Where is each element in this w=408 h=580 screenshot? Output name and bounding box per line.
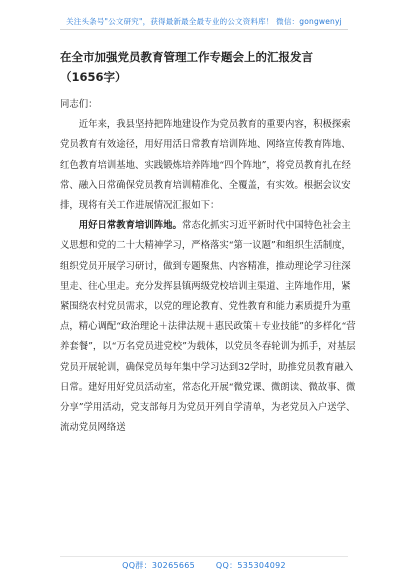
header-watermark-note: 关注头条号"公文研究"，获得最新最全最专业的公文资料库！ 微信：gongwenyj <box>66 17 342 26</box>
header-divider <box>60 29 348 30</box>
intro-paragraph: 近年来，我县坚持把阵地建设作为党员教育的重要内容，积极探索党员教育有效途径，用好用活日常教育培训阵地、网络宣传教育阵地、红色教育培训基地、实践锻炼培养阵地“四个阵地”，将党员教育扎在经常、融入日常确保党员教育培训精准化、全覆盖，有实效。根据会议安排，现将有关工作进展情况汇报如下： <box>60 119 351 212</box>
footer-divider <box>60 556 348 557</box>
section-lead-heading: 用好日常教育培训阵地。 <box>78 220 182 232</box>
footer-qq-group: QQ群：30265665 <box>122 561 196 570</box>
footer-qq-number: QQ：535304092 <box>215 561 286 570</box>
section-paragraph <box>60 216 356 438</box>
document-body <box>60 95 356 438</box>
section-text: 常态化抓实习近平新时代中国特色社会主义思想和党的二十大精神学习，严格落实“第一议题”和组织生活制度，组织党员开展学习研讨，做到专题聚焦、内容精准，推动理论学习往深里走、往心里走。充分发挥县镇两级党校培训主渠道、主阵地作用，紧紧围绕农村党员需求，以党的理论教育、党性教育和能力素质提升为重点，精心调配“政治理论＋法律法规＋惠民政策＋专业技能”的多样化“营养套餐”，以“万名党员进党校”为载体，以党员冬春轮训为抓手，对基层党员开展轮训，确保党员每年集中学习达到32学时，助推党员教育融入日常。建好用好党员活动室，常态化开展“微党课、微朗读、微故事、微分享”学用活动，党支部每月为党员开列自学清单，为老党员入户送学、流动党员网络送 <box>60 220 356 434</box>
footer-contact <box>0 560 408 571</box>
salutation: 同志们： <box>60 99 98 110</box>
document-title: 在全市加强党员教育管理工作专题会上的汇报发言（1656字） <box>60 50 313 84</box>
